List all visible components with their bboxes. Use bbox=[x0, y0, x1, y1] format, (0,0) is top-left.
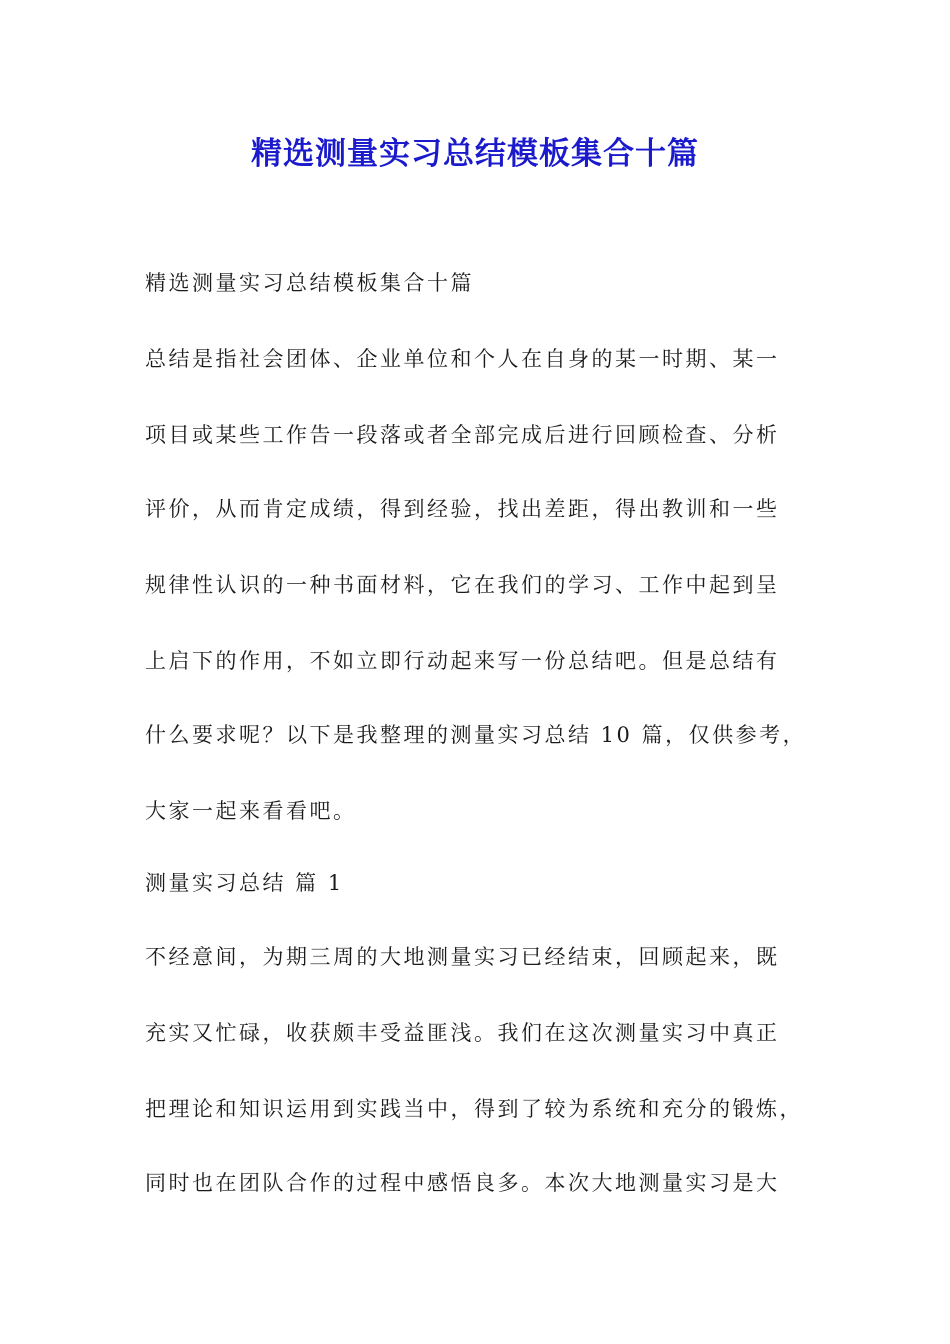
paragraph-line: 大家一起来看看吧。 bbox=[145, 799, 357, 823]
paragraph-line: 项目或某些工作告一段落或者全部完成后进行回顾检查、分析 bbox=[145, 423, 780, 447]
paragraph-line: 规律性认识的一种书面材料，它在我们的学习、工作中起到呈 bbox=[145, 573, 780, 597]
paragraph-line: 评价，从而肯定成绩，得到经验，找出差距，得出教训和一些 bbox=[145, 497, 780, 521]
paragraph-line: 把理论和知识运用到实践当中，得到了较为系统和充分的锻炼， bbox=[145, 1097, 803, 1121]
subtitle-line: 精选测量实习总结模板集合十篇 bbox=[145, 271, 474, 295]
section-heading: 测量实习总结 篇 1 bbox=[145, 871, 344, 895]
paragraph-line: 同时也在团队合作的过程中感悟良多。本次大地测量实习是大 bbox=[145, 1171, 780, 1195]
paragraph-line: 什么要求呢？以下是我整理的测量实习总结 10 篇，仅供参考， bbox=[145, 723, 807, 747]
document-title: 精选测量实习总结模板集合十篇 bbox=[251, 136, 699, 172]
paragraph-line: 不经意间，为期三周的大地测量实习已经结束，回顾起来，既 bbox=[145, 945, 780, 969]
paragraph-line: 总结是指社会团体、企业单位和个人在自身的某一时期、某一 bbox=[145, 347, 780, 371]
paragraph-line: 上启下的作用，不如立即行动起来写一份总结吧。但是总结有 bbox=[145, 649, 780, 673]
paragraph-line: 充实又忙碌，收获颇丰受益匪浅。我们在这次测量实习中真正 bbox=[145, 1021, 780, 1045]
